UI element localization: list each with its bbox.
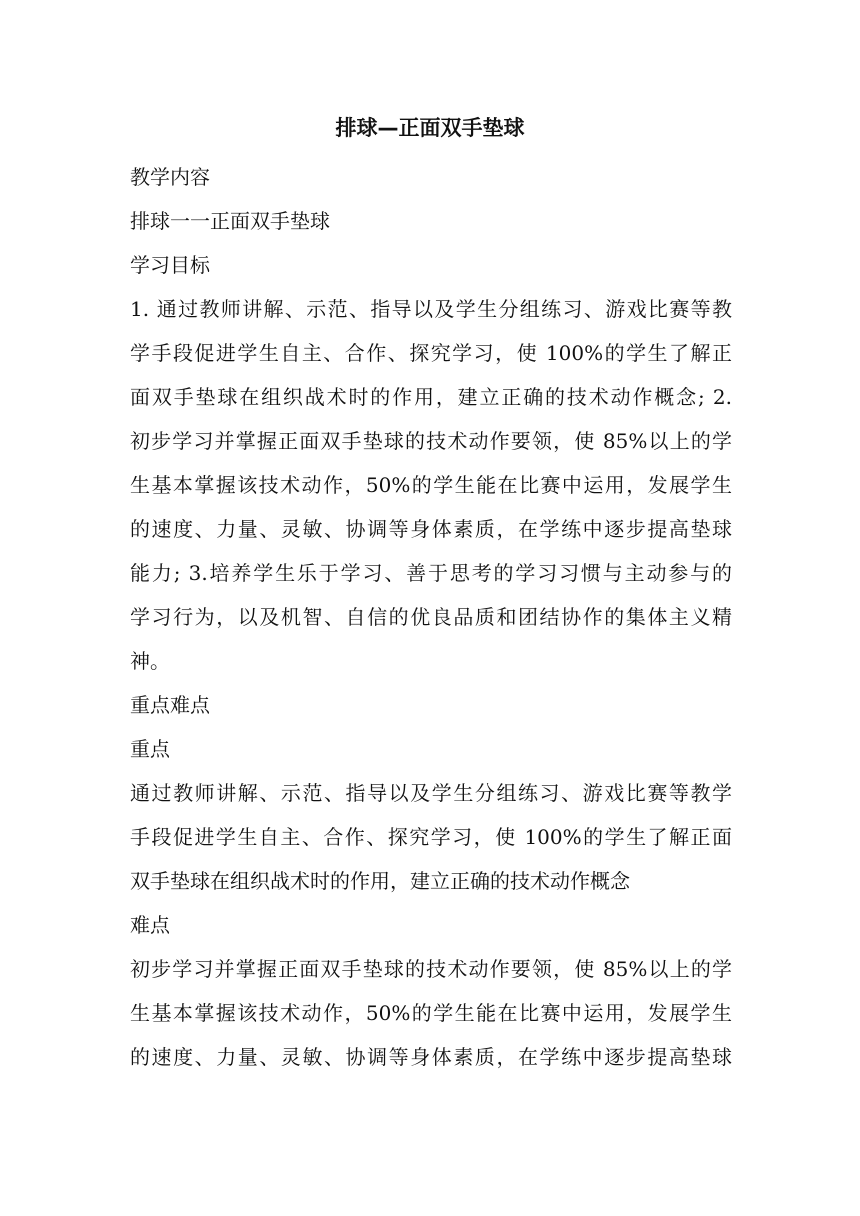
text-line: 初步学习并掌握正面双手垫球的技术动作要领，使 85%以上的学 xyxy=(130,957,732,981)
text-line: 神。 xyxy=(130,649,170,673)
text-line: 1. 通过教师讲解、示范、指导以及学生分组练习、游戏比赛等教 xyxy=(130,297,732,321)
text-line: 面双手垫球在组织战术时的作用，建立正确的技术动作概念; 2. xyxy=(130,385,732,409)
text-line: 生基本掌握该技术动作，50%的学生能在比赛中运用，发展学生 xyxy=(130,473,732,497)
text-line: 初步学习并掌握正面双手垫球的技术动作要领，使 85%以上的学 xyxy=(130,429,732,453)
text-line: 双手垫球在组织战术时的作用，建立正确的技术动作概念 xyxy=(130,869,630,893)
text-line: 的速度、力量、灵敏、协调等身体素质，在学练中逐步提高垫球 xyxy=(130,517,732,541)
text-line: 生基本掌握该技术动作，50%的学生能在比赛中运用，发展学生 xyxy=(130,1001,732,1025)
text-line: 能力; 3.培养学生乐于学习、善于思考的学习习惯与主动参与的 xyxy=(130,561,732,585)
text-line: 学手段促进学生自主、合作、探究学习，使 100%的学生了解正 xyxy=(130,341,732,365)
text-line: 排球一一正面双手垫球 xyxy=(130,209,330,233)
heading-teaching-content: 教学内容 xyxy=(130,165,210,189)
heading-difficult-points: 难点 xyxy=(130,913,170,937)
heading-key-difficult-points: 重点难点 xyxy=(130,693,210,717)
heading-key-points: 重点 xyxy=(130,737,170,761)
document-title: 排球—正面双手垫球 xyxy=(335,116,525,140)
text-line: 的速度、力量、灵敏、协调等身体素质，在学练中逐步提高垫球 xyxy=(130,1045,732,1069)
text-line: 学习行为，以及机智、自信的优良品质和团结协作的集体主义精 xyxy=(130,605,732,629)
text-line: 手段促进学生自主、合作、探究学习，使 100%的学生了解正面 xyxy=(130,825,732,849)
heading-learning-goals: 学习目标 xyxy=(130,253,210,277)
document-body xyxy=(130,155,732,1079)
text-line: 通过教师讲解、示范、指导以及学生分组练习、游戏比赛等教学 xyxy=(130,781,732,805)
